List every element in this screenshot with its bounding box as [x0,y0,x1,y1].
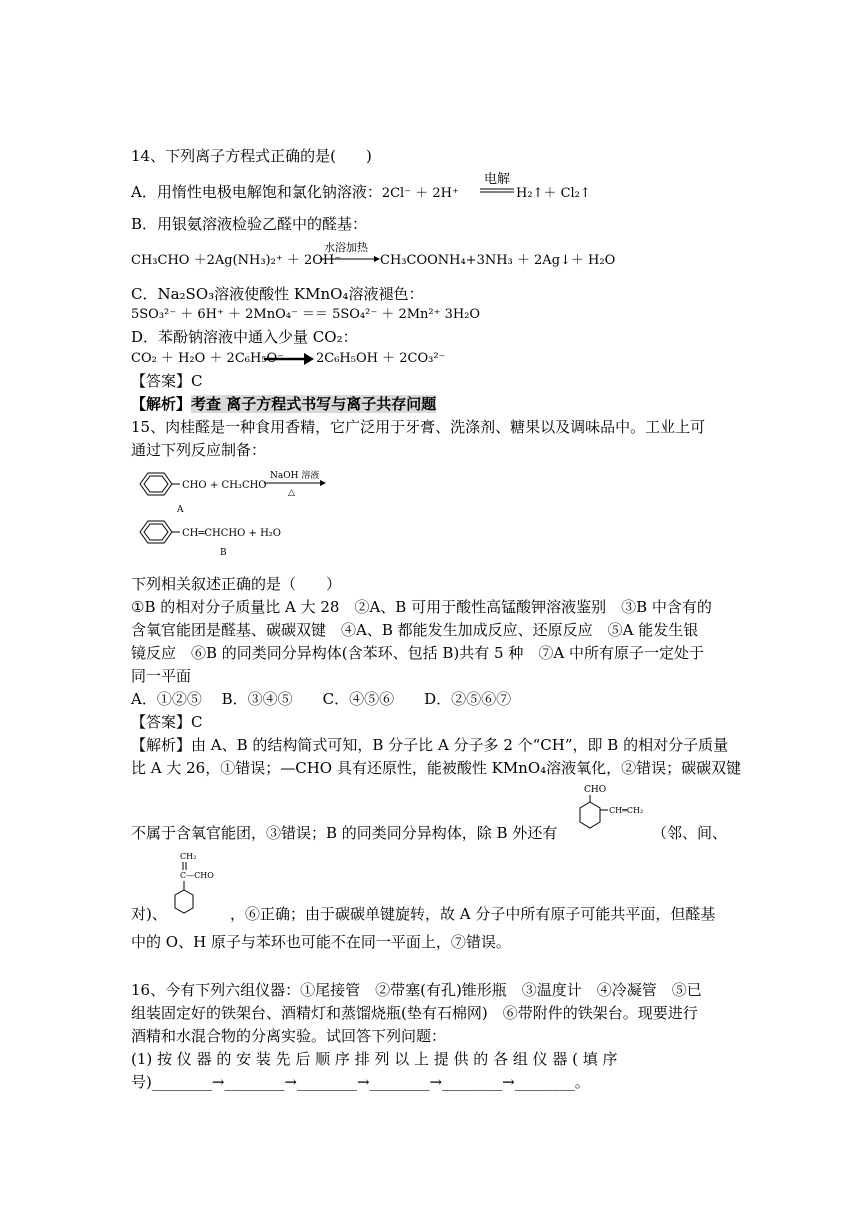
q15-explanation-line1: 【解析】由 A、B 的结构简式可知，B 分子比 A 分子多 2 个“CH”，即 B 的相对分子质量 [131,736,729,754]
product-b: CH═CHCHO + H₂O [182,528,281,539]
q14-b-rhs: CH₃COONH₄+3NH₃ ＋ 2Ag↓＋ H₂O [380,253,616,268]
q14-option-b: B．用银氨溶液检验乙醛中的醛基： [131,215,368,233]
q16-line5: 号)________→________→________→________→________→________。 [131,1073,590,1091]
reactant-a-cho: CHO [182,480,207,491]
benzene-ring-a [140,473,172,495]
q14-option-c: C．Na₂SO₃溶液使酸性 KMnO₄溶液褪色： [131,285,424,303]
q14-a-lhs: 2Cl⁻ ＋ 2H⁺ [381,186,459,201]
reactant-acetaldehyde: + CH₃CHO [210,480,267,491]
q15-question: 下列相关叙述正确的是（ ） [131,575,342,593]
q15-explanation-line3a: 不属于含氧官能团，③错误；B 的同类同分异构体，除 B 外还有 [131,824,558,842]
q15-statement-line2: 含氧官能团是醛基、碳碳双键 ④A、B 都能发生加成反应、还原反应 ⑤A 能发生银 [131,621,699,639]
q15-explanation-line4b: ，⑥正确；由于碳碳单键旋转，故 A 分子中所有原子可能共平面，但醛基 [230,905,716,923]
label-b: B [220,548,227,558]
q14-answer: 【答案】C [131,372,203,390]
q15-stem-line2: 通过下列反应制备： [131,441,267,459]
q15-explanation-line2: 比 A 大 26，①错误；—CHO 具有还原性，能被酸性 KMnO₄溶液氧化，②错误；碳碳双键 [131,759,742,777]
q14-a-rhs: H₂↑＋ Cl₂↑ [516,186,591,201]
benzene-ring-b [140,521,172,543]
q14-b-lhs: CH₃CHO ＋2Ag(NH₃)₂⁺ ＋ 2OH⁻ [131,253,342,268]
q16-line3: 酒精和水混合物的分离实验。试回答下列问题： [131,1027,447,1045]
q15-statement-line3: 镜反应 ⑥B 的同类同分异构体(含苯环、包括 B)共有 5 种 ⑦A 中所有原子一定处于 [131,644,704,662]
q15-statement-line4: 同一平面 [131,667,192,685]
q15-stem-line1: 15、肉桂醛是一种食用香精，它广泛用于牙膏、洗涤剂、糖果以及调味品中。工业上可 [131,418,706,436]
iso2-cho: C—CHO [180,871,214,880]
electrolysis-arrow [478,172,518,202]
q16-line4: (1) 按 仪 器 的 安 装 先 后 顺 序 排 列 以 上 提 供 的 各 组 仪 器 ( 填 序 [131,1050,618,1068]
q15-explanation-line5: 中的 O、H 原子与苯环也可能不在同一平面上，⑦错误。 [131,933,511,951]
q14-stem: 14、下列离子方程式正确的是( ) [131,147,372,165]
q14-b-cond: 水浴加热 [324,241,368,254]
benzene-ring-iso2 [175,890,193,913]
q14-c-eq: 5SO₃²⁻ ＋ 6H⁺ ＋ 2MnO₄⁻ ＝＝ 5SO₄²⁻ ＋ 2Mn²⁺ 3H₂O [131,307,481,322]
cinnamaldehyde-reaction-scheme [132,462,452,562]
q14-d-rhs: 2C₆H₅OH ＋ 2CO₃²⁻ [316,351,446,366]
iso1-cho: CHO [584,785,607,795]
q16-line1: 16、今有下列六组仪器：①尾接管 ②带塞(有孔)锥形瓶 ③温度计 ④冷凝管 ⑤已 [131,981,702,999]
q14-a-cond: 电解 [484,172,511,187]
bold-arrow [264,349,314,369]
q14-option-d: D．苯酚钠溶液中通入少量 CO₂： [131,328,358,346]
q14-analysis [131,394,436,414]
iso1-side: CH═CH₂ [609,806,644,815]
q15-explanation-line4a: 对)、 [131,905,167,923]
q15-explanation-line3b: （邻、间、 [652,824,728,842]
q14-analysis-label: 【解析】 [131,395,192,413]
q14-option-a [131,182,459,204]
q16-line2: 组装固定好的铁架台、酒精灯和蒸馏烧瓶(垫有石棉网) ⑥带附件的铁架台。现要进行 [131,1004,698,1022]
reaction-condition: NaOH 溶液 [270,471,320,481]
q15-answer: 【答案】C [131,713,203,731]
q14-analysis-highlight: 考查 离子方程式书写与离子共存问题 [191,395,437,413]
q14-d-lhs: CO₂ ＋ H₂O ＋ 2C₆H₅O⁻ [131,351,285,366]
label-a: A [177,505,184,515]
q14-a-text: A．用惰性电极电解饱和氯化钠溶液： [131,183,382,201]
iso2-ch2: CH₂ [180,852,197,861]
benzene-ring-iso1 [580,802,600,828]
q15-options: A．①②⑤ B．③④⑤ C．④⑤⑥ D．②⑤⑥⑦ [131,690,512,708]
heating-arrow [318,240,380,266]
q15-statement-line1: ①B 的相对分子质量比 A 大 28 ②A、B 可用于酸性高锰酸钾溶液鉴别 ③B 中含有的 [131,598,712,616]
reaction-heat: △ [288,488,295,498]
